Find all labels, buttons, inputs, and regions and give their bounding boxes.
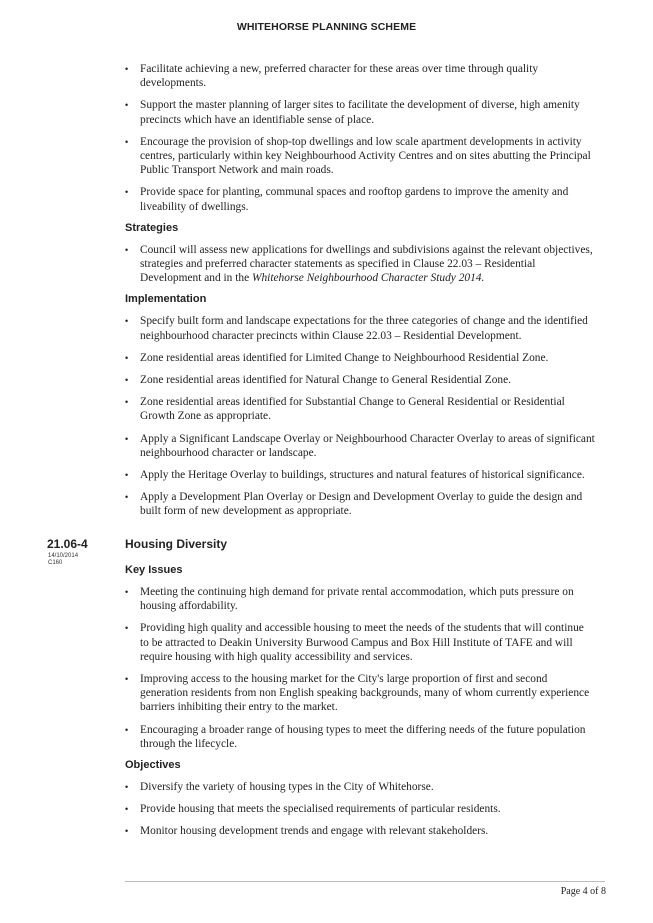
list-item: • Facilitate achieving a new, preferred character for these areas over time through quality developments.	[125, 62, 595, 90]
list-item: • Zone residential areas identified for Substantial Change to General Residential or Residential Growth Zone as appropriate.	[125, 395, 595, 423]
list-item: • Zone residential areas identified for Limited Change to Neighbourhood Residential Zone.	[125, 351, 595, 365]
list-item: • Diversify the variety of housing types in the City of Whitehorse.	[125, 780, 595, 794]
clause-number: 21.06-4	[47, 537, 88, 551]
implementation-bullet-list	[125, 314, 595, 518]
list-item: • Apply the Heritage Overlay to buildings, structures and natural features of historical significance.	[125, 468, 595, 482]
clause-amendment: C160	[48, 560, 63, 566]
list-item: • Provide housing that meets the specialised requirements of particular residents.	[125, 802, 595, 816]
upper-content	[125, 62, 595, 527]
clause-date: 14/10/2014	[48, 553, 79, 559]
list-item: • Improving access to the housing market for the City's large proportion of first and second generation residents from non English speaking backgrounds, many of whom currently experience barriers inhibiting their entry to the market.	[125, 672, 595, 715]
footer-divider	[125, 881, 605, 882]
list-item: • Specify built form and landscape expectations for the three categories of change and the identified neighbourhood character precincts within Clause 22.03 – Residential Development.	[125, 314, 595, 342]
list-item: • Apply a Development Plan Overlay or Design and Development Overlay to guide the design and built form of new development as appropriate.	[125, 490, 595, 518]
strategies-heading: Strategies	[125, 221, 179, 234]
list-item: • Encourage the provision of shop-top dwellings and low scale apartment developments in activity centres, particularly within key Neighbourhood Activity Centres and on sites abutting the Principal Public Transport Network and main roads.	[125, 135, 595, 178]
list-item: • Meeting the continuing high demand for private rental accommodation, which puts pressure on housing affordability.	[125, 585, 595, 613]
implementation-heading: Implementation	[125, 293, 207, 306]
list-item: • Apply a Significant Landscape Overlay or Neighbourhood Character Overlay to areas of significant neighbourhood character or landscape.	[125, 432, 595, 460]
page-header: WHITEHORSE PLANNING SCHEME	[236, 21, 417, 33]
list-item: • Encouraging a broader range of housing types to meet the differing needs of the future population through the lifecycle.	[125, 723, 595, 751]
key-issues-bullet-list	[125, 585, 595, 751]
key-issues-heading: Key Issues	[125, 564, 183, 576]
intro-bullet-list	[125, 62, 595, 214]
clause-title: Housing Diversity	[125, 537, 228, 551]
objectives-heading: Objectives	[125, 759, 181, 772]
list-item: • Providing high quality and accessible housing to meet the needs of the students that will continue to be attracted to Deakin University Burwood Campus and Box Hill Institute of TAFE and will require housing with high quality accessibility and services.	[125, 621, 595, 664]
list-item: • Monitor housing development trends and engage with relevant stakeholders.	[125, 824, 595, 838]
list-item: • Zone residential areas identified for Natural Change to General Residential Zone.	[125, 373, 595, 387]
objectives-bullet-list	[125, 780, 595, 839]
study-reference: Whitehorse Neighbourhood Character Study 2014.	[251, 272, 485, 285]
list-item: • Provide space for planting, communal spaces and rooftop gardens to improve the amenity and liveability of dwellings.	[125, 185, 595, 213]
strategies-bullet-list	[125, 243, 595, 286]
page-number: Page 4 of 8	[560, 886, 606, 897]
list-item: • Support the master planning of larger sites to facilitate the development of diverse, high amenity precincts which have an identifiable sense of place.	[125, 98, 595, 126]
strategy-text: Council will assess new applications for dwellings and subdivisions against the relevant objectives, strategies and preferred character statements as specified in Clause 22.03 – Residential Development and in the	[140, 243, 593, 285]
list-item	[125, 243, 595, 286]
lower-content	[125, 562, 595, 847]
